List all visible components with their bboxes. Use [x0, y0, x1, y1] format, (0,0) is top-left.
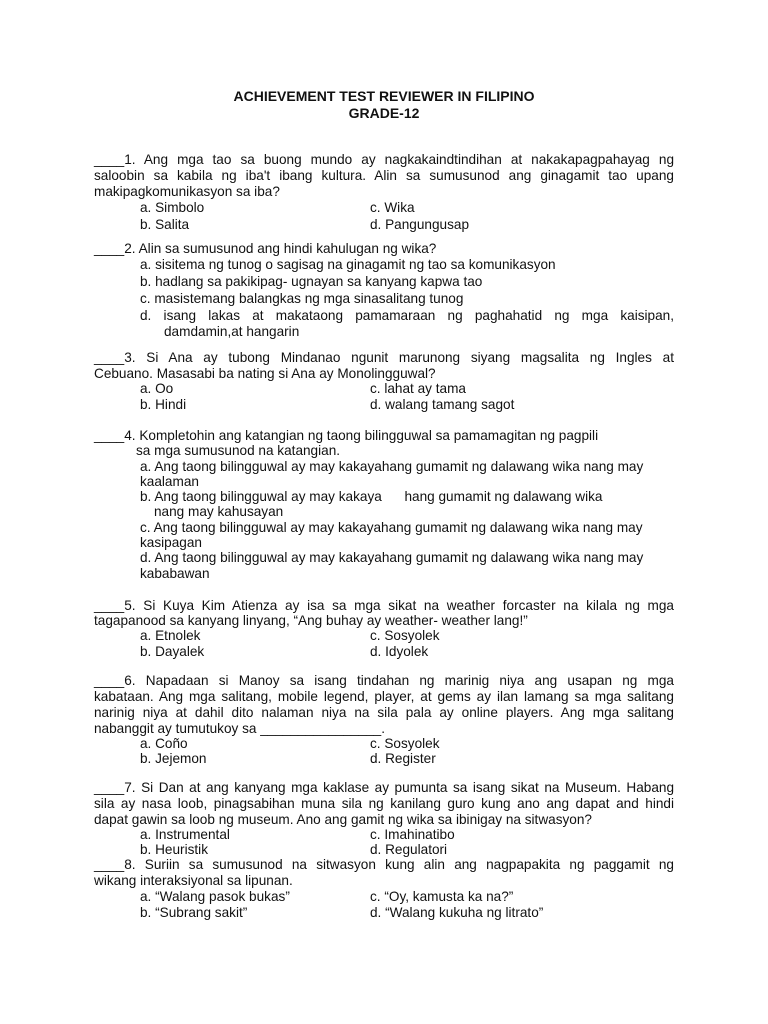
- question-line: ____8. Suriin sa sumusunod na sitwasyon kung alin ang nagpapakita ng paggamit ng: [94, 857, 674, 872]
- choice-c-continued: kasipagan: [140, 535, 202, 550]
- question-line: ____4. Kompletohin ang katangian ng taong bilingguwal sa pamamagitan ng pagpili: [94, 428, 599, 443]
- choice-d: d. Pangungusap: [370, 217, 470, 232]
- choice-b: b. Heuristik: [140, 842, 208, 857]
- choice-c: c. lahat ay tama: [370, 381, 466, 396]
- choice-b: b. hadlang sa pakikipag- ugnayan sa kanyang kapwa tao: [140, 274, 483, 289]
- question-line: sila ay nasa loob, pinagsabihan muna sila ng kanilang guro kung ano ang dapat and hindi: [94, 796, 674, 811]
- question-text: [94, 857, 674, 873]
- choice-c: c. Sosyolek: [370, 736, 440, 751]
- choice-a-continued: kaalaman: [140, 474, 199, 489]
- choice-a: a. Etnolek: [140, 628, 201, 643]
- choice-d-continued: kababawan: [140, 566, 210, 581]
- question-line: ____1. Ang mga tao sa buong mundo ay nagkakaindtindihan at nakakapagpahayag ng: [94, 152, 674, 167]
- question-line: wikang interaksiyonal sa lipunan.: [94, 873, 293, 888]
- question-line: saloobin sa kabila ng iba't ibang kultura. Alin sa sumusunod ang ginagamit tao upang: [94, 168, 674, 183]
- choice-a: a. “Walang pasok bukas”: [140, 889, 290, 904]
- choice-d: d. Regulatori: [370, 842, 448, 857]
- choice-c: c. Imahinatibo: [370, 827, 455, 842]
- choice-line: d. isang lakas at makataong pamamaraan ng paghahatid ng mga kaisipan,: [140, 308, 674, 323]
- question-line: narinig niya at dahil dito nalaman niya na sila pala ay online players. Ang mga salitang: [94, 705, 674, 720]
- question-line: ____2. Alin sa sumusunod ang hindi kahulugan ng wika?: [94, 241, 437, 256]
- question-line: makipagkomunikasyon sa iba?: [94, 184, 280, 199]
- question-text: [94, 673, 674, 721]
- choice-b: b. “Subrang sakit”: [140, 905, 248, 920]
- choice-c: c. Wika: [370, 200, 415, 215]
- question-line: ____6. Napadaan si Manoy sa isang tindahan ng marinig niya ang usapan ng mga: [94, 673, 674, 688]
- choice-d: d. Register: [370, 751, 436, 766]
- choice-b-continued: nang may kahusayan: [154, 504, 284, 519]
- choice-d-continued: damdamin,at hangarin: [164, 324, 300, 339]
- choice-d: d. “Walang kukuha ng litrato”: [370, 905, 544, 920]
- question-line: kabataan. Ang mga salitang, mobile legend, player, at gems ay ilan lamang sa mga salitang: [94, 689, 674, 704]
- question-text: [94, 152, 674, 184]
- question-line: tagapanood sa kanyang linyang, “Ang buhay ay weather- weather lang!”: [94, 613, 528, 628]
- choice-a: a. Oo: [140, 381, 174, 396]
- choice-b: b. Dayalek: [140, 644, 205, 659]
- choice-a: a. Simbolo: [140, 200, 205, 215]
- choice-c: c. masistemang balangkas ng mga sinasalitang tunog: [140, 291, 464, 306]
- choice-b: b. Ang taong bilingguwal ay may kakaya hang gumamit ng dalawang wika: [140, 489, 603, 504]
- choice-d: d. Ang taong bilingguwal ay may kakayahang gumamit ng dalawang wika nang may: [140, 550, 644, 565]
- choice-b: b. Jejemon: [140, 751, 207, 766]
- choice-d: [140, 308, 674, 324]
- question-line: ____7. Si Dan at ang kanyang mga kaklase ay pumunta sa isang sikat na Museum. Habang: [94, 780, 674, 795]
- choice-c: c. Sosyolek: [370, 628, 440, 643]
- question-line: ____5. Si Kuya Kim Atienza ay isa sa mga sikat na weather forcaster na kilala ng mga: [94, 598, 674, 613]
- choice-d: d. Idyolek: [370, 644, 429, 659]
- question-text: [94, 780, 674, 812]
- question-line: nabanggit ay tumutukoy sa ________________.: [94, 721, 385, 736]
- question-text: [94, 350, 674, 366]
- choice-a: a. Instrumental: [140, 827, 230, 842]
- document-title: ACHIEVEMENT TEST REVIEWER IN FILIPINO: [233, 88, 535, 104]
- question-line: dapat gawin sa loob ng museum. Ano ang gamit ng wika sa ibinigay na sitwasyon?: [94, 812, 592, 827]
- question-line: sa mga sumusunod na katangian.: [136, 443, 341, 458]
- choice-c: c. “Oy, kamusta ka na?”: [370, 889, 514, 904]
- question-line: Cebuano. Masasabi ba nating si Ana ay Monolingguwal?: [94, 366, 436, 381]
- choice-b: b. Salita: [140, 217, 190, 232]
- choice-a: a. Ang taong bilingguwal ay may kakayahang gumamit ng dalawang wika nang may: [140, 459, 644, 474]
- choice-a: a. Coño: [140, 736, 188, 751]
- choice-d: d. walang tamang sagot: [370, 397, 515, 412]
- choice-a: a. sisitema ng tunog o sagisag na ginagamit ng tao sa komunikasyon: [140, 257, 556, 272]
- document-subtitle: GRADE-12: [348, 105, 420, 121]
- choice-b: b. Hindi: [140, 397, 187, 412]
- question-line: ____3. Si Ana ay tubong Mindanao ngunit marunong siyang magsalita ng Ingles at: [94, 350, 674, 365]
- choice-c: c. Ang taong bilingguwal ay may kakayahang gumamit ng dalawang wika nang may: [140, 520, 643, 535]
- question-text: [94, 598, 674, 614]
